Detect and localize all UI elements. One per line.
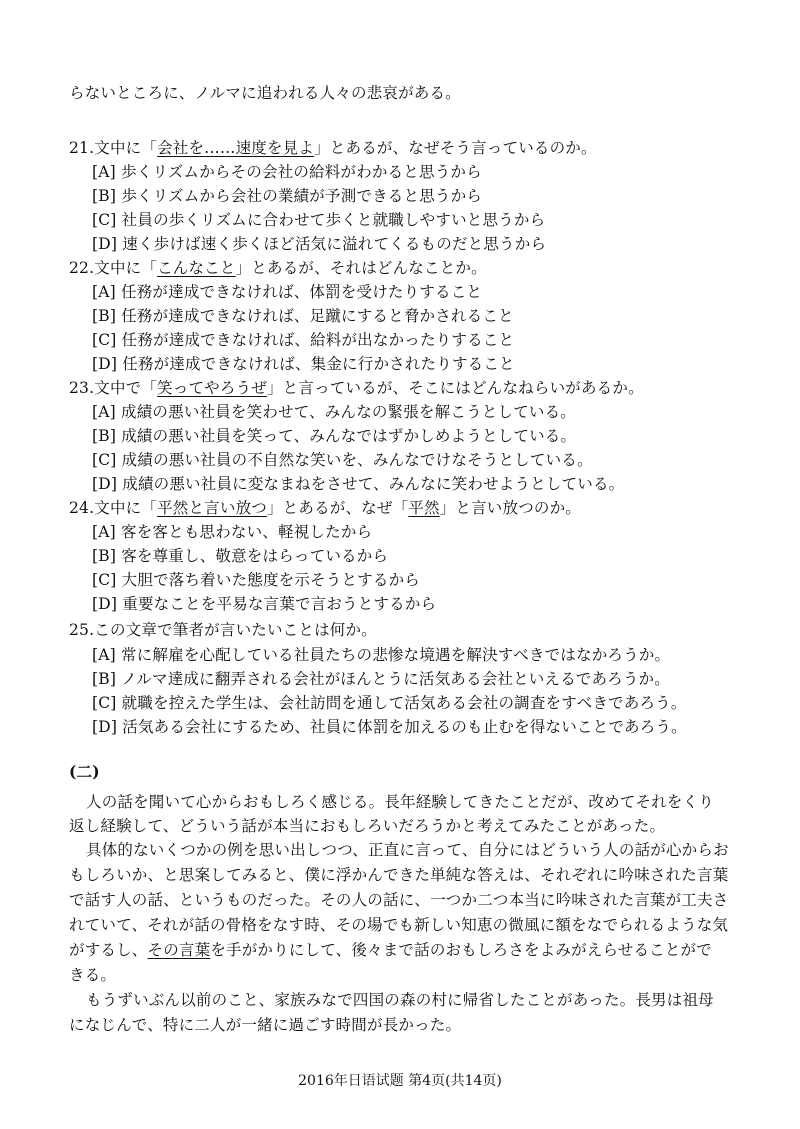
question-23: 23.文中で「笑ってやろうぜ」と言っているが、そこにはどんなねらいがあるか。 [69,379,644,397]
option-24-b: [B] 客を尊重し、敬意をはらっているから [92,547,389,565]
passage-line: で話す人の話、というものだった。その人の話に、一つか二つ本当に吟味された言葉が工夫さ [69,891,729,909]
question-25: 25.この文章で筆者が言いたいことは何か。 [69,621,377,639]
option-23-d: [D] 成績の悪い社員に変なまねをさせて、みんなに笑わせようとしている。 [92,475,625,493]
page-footer: 2016年日语试题 第4页(共14页) [298,1073,502,1089]
option-25-a: [A] 常に解雇を心配している社員たちの悲惨な境遇を解決すべきではなかろうか。 [92,646,671,664]
option-23-a: [A] 成績の悪い社員を笑わせて、みんなの緊張を解こうとしている。 [92,403,577,421]
option-23-c: [C] 成績の悪い社員の不自然な笑いを、みんなでけなそうとしている。 [92,451,593,469]
option-21-d: [D] 速く歩けば速く歩くほど活気に溢れてくるものだと思うから [92,235,547,253]
option-24-a: [A] 客を客とも思わない、軽視したから [92,523,373,541]
option-25-c: [C] 就職を控えた学生は、会社訪問を通して活気ある会社の調査をすべきであろう。 [92,694,687,712]
passage-line: もしろいか、と思案してみると、僕に浮かんできた単純な答えは、それぞれに吟味された言葉 [69,866,729,884]
question-24: 24.文中に「平然と言い放つ」とあるが、なぜ「平然」と言い放つのか。 [69,499,582,517]
passage-line: れていて、それが話の骨格をなす時、その場でも新しい知恵の微風に額をなでられるような気 [69,916,729,934]
section-heading: (二) [69,762,100,781]
option-25-d: [D] 活気ある会社にするため、社員に体罰を加えるのも止むを得ないことであろう。 [92,718,687,736]
passage-line: 返し経験して、どういう話が本当におもしろいだろうかと考えてみたことがあった。 [69,817,666,835]
underlined-phrase: こんなこと [157,259,236,277]
option-24-c: [C] 大胆で落ち着いた態度を示そうとするから [92,571,420,589]
option-23-b: [B] 成績の悪い社員を笑って、みんなではずかしめようとしている。 [92,427,577,445]
passage-line: 具体的ないくつかの例を思い出しつつ、正直に言って、自分にはどういう人の話が心からお [86,841,729,859]
underlined-phrase: 笑ってやろうぜ [157,379,267,397]
option-24-d: [D] 重要なことを平易な言葉で言おうとするから [92,595,437,613]
passage-line: きる。 [69,966,117,984]
underlined-phrase: 平然 [408,499,440,517]
option-22-b: [B] 任務が達成できなければ、足蹴にすると脅かされること [92,307,514,325]
option-22-c: [C] 任務が達成できなければ、給料が出なかったりすること [92,331,515,349]
question-22: 22.文中に「こんなこと」とあるが、それはどんなことか。 [69,259,487,277]
option-21-a: [A] 歩くリズムからその会社の給料がわかると思うから [92,163,482,181]
option-21-c: [C] 社員の歩くリズムに合わせて歩くと就職しやすいと思うから [92,211,546,229]
underlined-phrase: 会社を……速度を見よ [157,139,315,157]
option-22-a: [A] 任務が達成できなければ、体罰を受けたりすること [92,283,483,301]
passage-line: になじんで、特に二人が一緒に過ごす時間が長かった。 [69,1016,462,1034]
option-21-b: [B] 歩くリズムから会社の業績が予測できると思うから [92,187,483,205]
passage-line: 人の話を聞いて心からおもしろく感じる。長年経験してきたことだが、改めてそれをくり [86,793,715,811]
passage-line: もうずいぶん以前のこと、家族みなで四国の森の村に帰省したことがあった。長男は祖母 [86,991,714,1009]
question-21: 21.文中に「会社を……速度を見よ」とあるが、なぜそう言っているのか。 [69,139,597,157]
option-22-d: [D] 任務が達成できなければ、集金に行かされたりすること [92,355,515,373]
underlined-phrase: その言葉 [147,941,211,959]
underlined-phrase: 平然と言い放つ [157,499,267,517]
intro-line: らないところに、ノルマに追われる人々の悲哀がある。 [69,84,461,102]
option-25-b: [B] ノルマ達成に翻弄される会社がほんとうに活気ある会社といえるであろうか。 [92,670,670,688]
passage-line: がするし、その言葉を手がかりにして、後々まで話のおもしろさをよみがえらせることがで [69,941,712,959]
